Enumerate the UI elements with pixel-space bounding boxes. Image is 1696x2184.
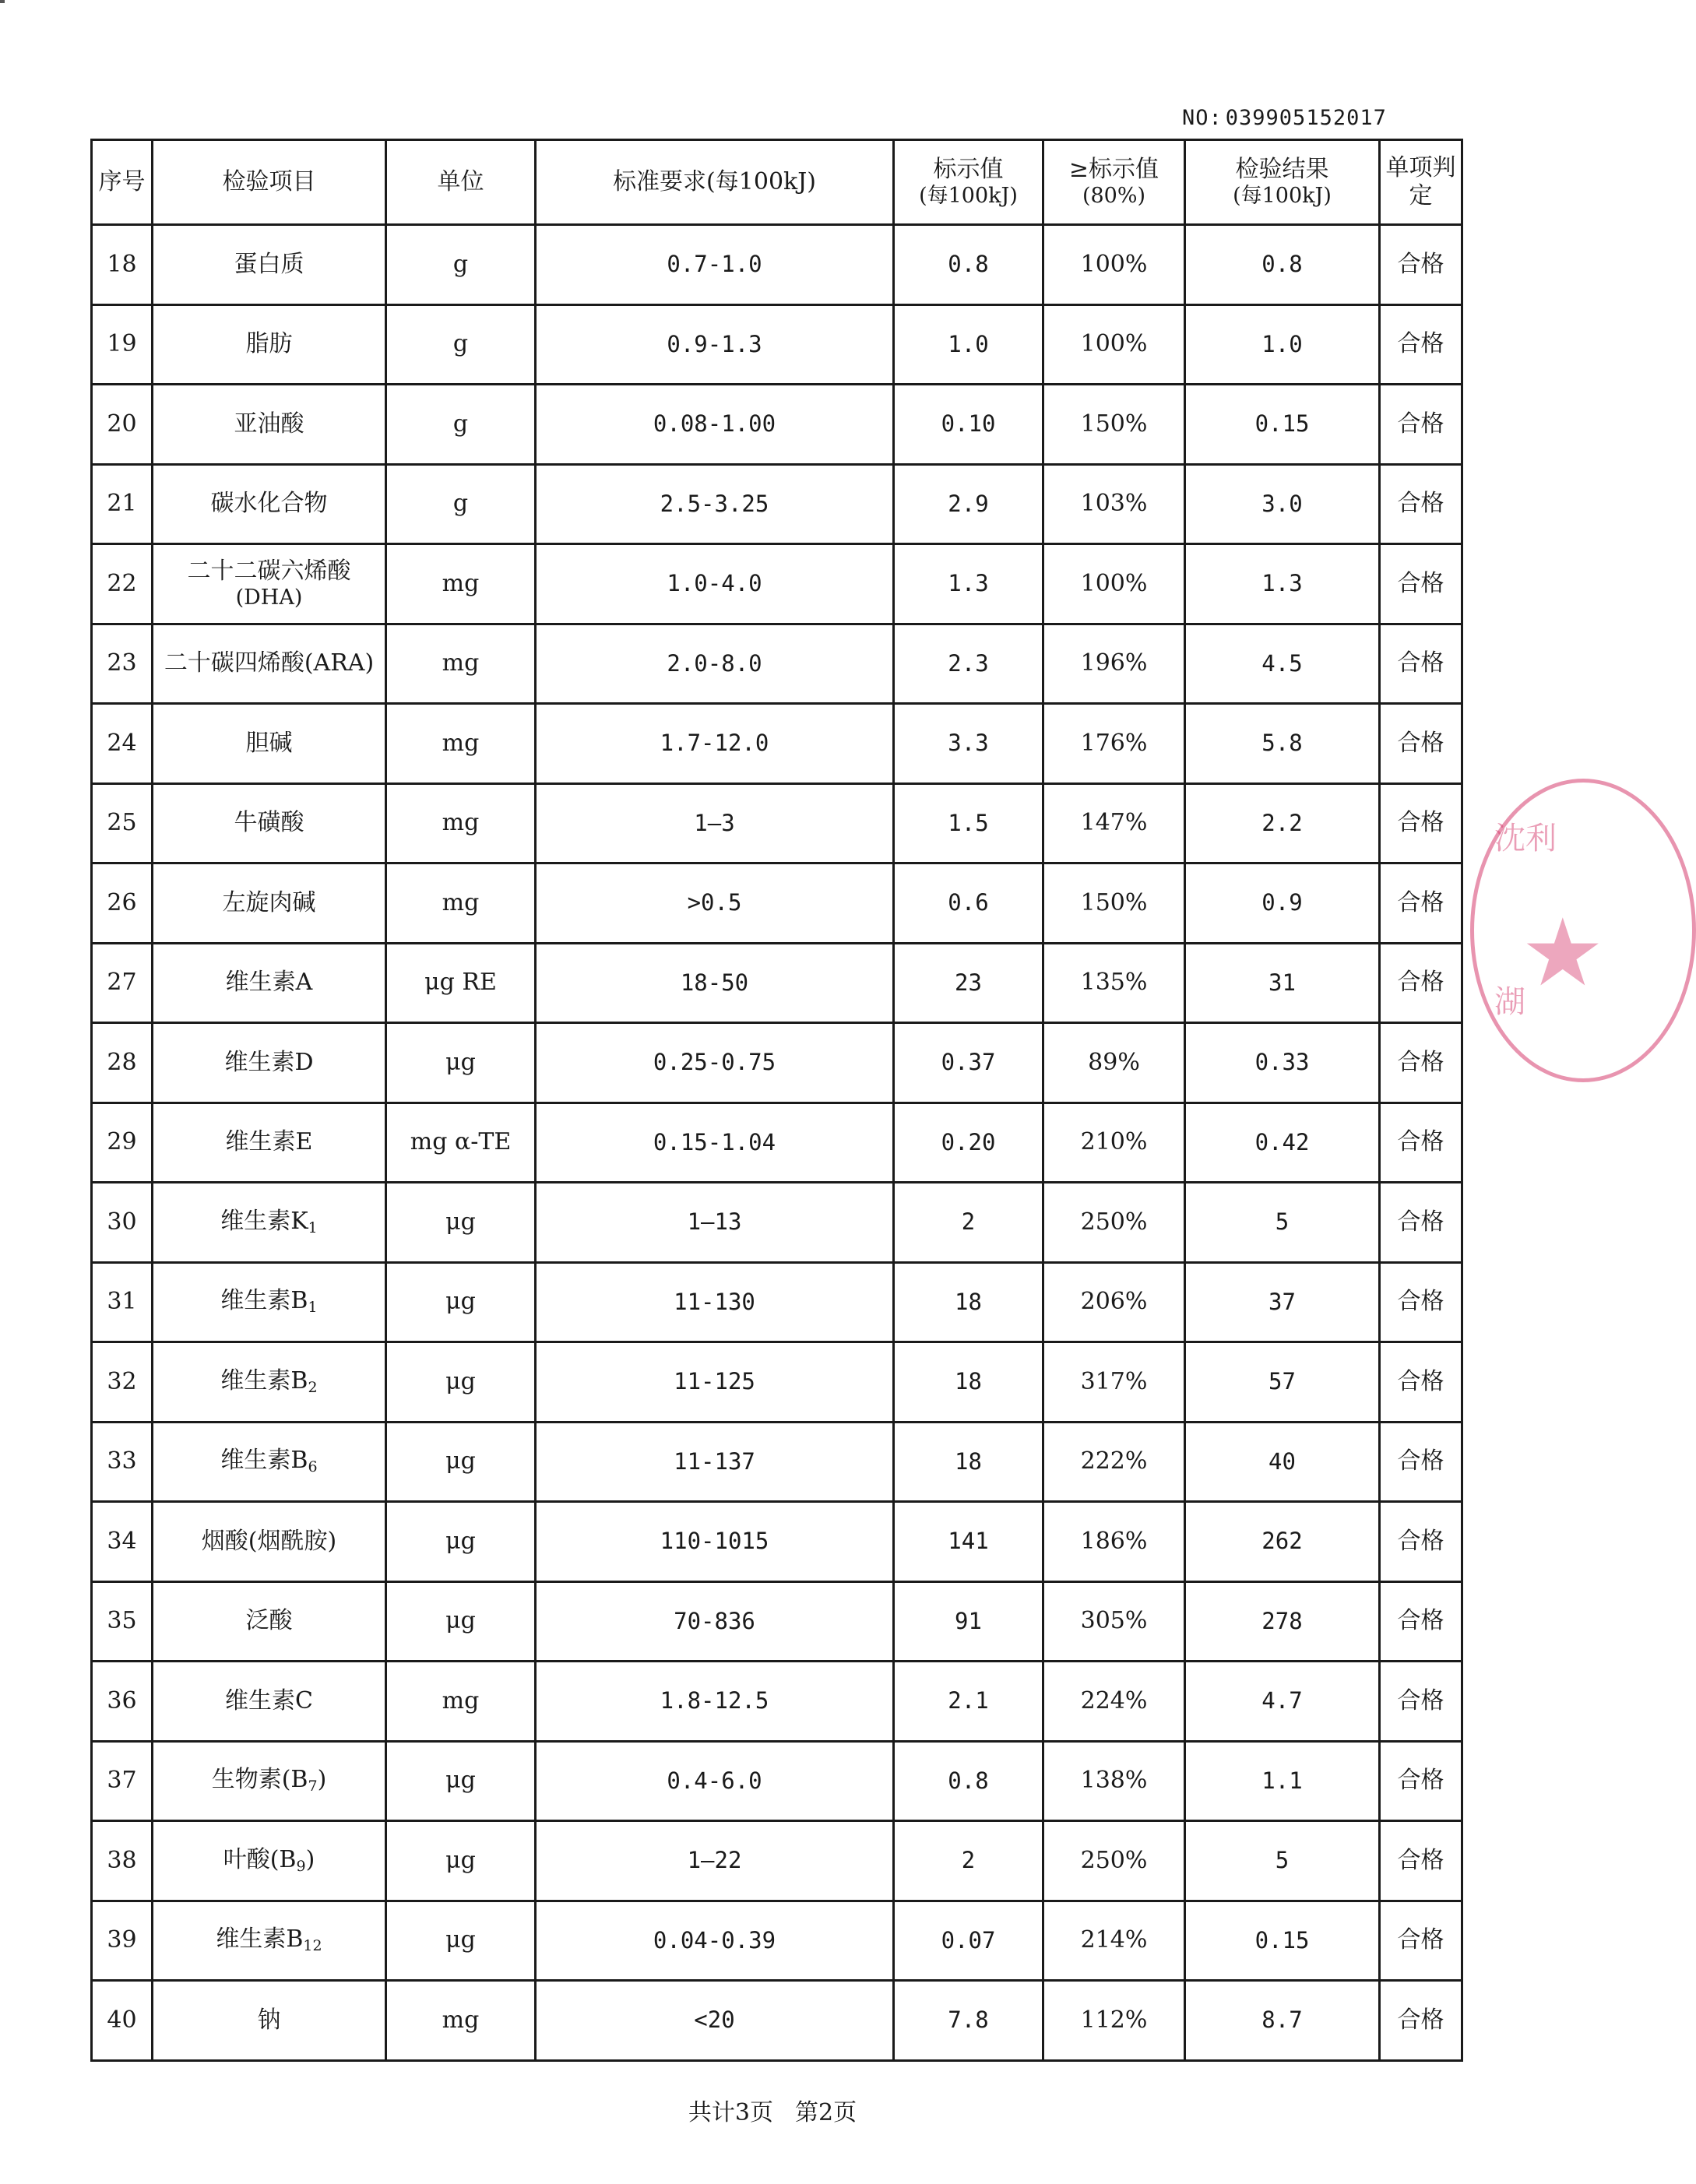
- item-subscript: 2: [308, 1378, 318, 1396]
- cell-labeled-value: 3.3: [894, 704, 1043, 784]
- footer-page-number: 第2页: [795, 2099, 857, 2126]
- cell-item: [153, 863, 386, 944]
- cell-labeled-value: 0.8: [894, 225, 1043, 305]
- cell-result: 5: [1185, 1183, 1380, 1263]
- table-row: [92, 1502, 1462, 1582]
- seal-text-bottom: 湖: [1494, 984, 1525, 1020]
- cell-ratio: 250%: [1043, 1183, 1185, 1263]
- cell-ratio: 224%: [1043, 1662, 1185, 1742]
- table-row: [92, 225, 1462, 305]
- item-name-tail: ): [317, 1766, 327, 1794]
- cell-verdict: 合格: [1380, 1103, 1462, 1183]
- cell-requirement: >0.5: [536, 863, 894, 944]
- item-name: 维生素B: [220, 1447, 308, 1475]
- cell-requirement: 1.0-4.0: [536, 544, 894, 624]
- cell-requirement: 1.7-12.0: [536, 704, 894, 784]
- cell-labeled-value: 0.07: [894, 1901, 1043, 1981]
- item-name: 二十二碳六烯酸: [187, 557, 351, 585]
- cell-requirement: 1—22: [536, 1821, 894, 1901]
- cell-requirement: <20: [536, 1981, 894, 2061]
- cell-item: [153, 624, 386, 704]
- inspection-table: [90, 139, 1463, 2062]
- cell-no: 18: [92, 225, 153, 305]
- cell-no: 39: [92, 1901, 153, 1981]
- cell-no: 23: [92, 624, 153, 704]
- cell-no: 32: [92, 1342, 153, 1423]
- cell-ratio: 250%: [1043, 1821, 1185, 1901]
- cell-labeled-value: 2: [894, 1183, 1043, 1263]
- cell-item: [153, 1262, 386, 1342]
- cell-no: 24: [92, 704, 153, 784]
- cell-labeled-value: 2.3: [894, 624, 1043, 704]
- cell-ratio: 210%: [1043, 1103, 1185, 1183]
- table-row: [92, 1901, 1462, 1981]
- cell-requirement: 1.8-12.5: [536, 1662, 894, 1742]
- cell-result: 1.0: [1185, 304, 1380, 385]
- header-item: 检验项目: [153, 140, 386, 225]
- cell-item: [153, 304, 386, 385]
- cell-ratio: 147%: [1043, 783, 1185, 863]
- cell-unit: μg: [386, 1183, 536, 1263]
- cell-unit: mg: [386, 704, 536, 784]
- cell-requirement: 0.4-6.0: [536, 1741, 894, 1821]
- cell-unit: μg: [386, 1342, 536, 1423]
- item-name: 二十碳四烯酸(ARA): [164, 649, 375, 677]
- cell-ratio: 186%: [1043, 1502, 1185, 1582]
- item-name: 碳水化合物: [210, 490, 328, 518]
- cell-result: 0.33: [1185, 1023, 1380, 1103]
- item-name: 脂肪: [245, 330, 293, 358]
- item-name: 左旋肉碱: [222, 888, 316, 916]
- cell-unit: μg: [386, 1502, 536, 1582]
- cell-verdict: 合格: [1380, 943, 1462, 1023]
- cell-ratio: 138%: [1043, 1741, 1185, 1821]
- cell-ratio: 135%: [1043, 943, 1185, 1023]
- cell-result: 4.5: [1185, 624, 1380, 704]
- cell-no: 29: [92, 1103, 153, 1183]
- item-name: 维生素B: [216, 1926, 304, 1954]
- cell-requirement: 2.0-8.0: [536, 624, 894, 704]
- cell-item: [153, 1103, 386, 1183]
- cell-requirement: 0.08-1.00: [536, 385, 894, 465]
- cell-requirement: 18-50: [536, 943, 894, 1023]
- table-row: [92, 1103, 1462, 1183]
- table-row: [92, 1741, 1462, 1821]
- table-row: [92, 1422, 1462, 1502]
- cell-labeled-value: 18: [894, 1422, 1043, 1502]
- cell-verdict: 合格: [1380, 863, 1462, 944]
- cell-unit: mg: [386, 863, 536, 944]
- cell-item: [153, 1662, 386, 1742]
- cell-unit: g: [386, 464, 536, 544]
- cell-unit: mg: [386, 624, 536, 704]
- cell-requirement: 0.9-1.3: [536, 304, 894, 385]
- table-row: [92, 544, 1462, 624]
- cell-no: 36: [92, 1662, 153, 1742]
- cell-result: 3.0: [1185, 464, 1380, 544]
- cell-item: [153, 1581, 386, 1662]
- cell-labeled-value: 2.9: [894, 464, 1043, 544]
- cell-unit: μg: [386, 1821, 536, 1901]
- cell-labeled-value: 1.3: [894, 544, 1043, 624]
- cell-unit: mg: [386, 1981, 536, 2061]
- table-row: [92, 1262, 1462, 1342]
- item-subscript: 7: [308, 1778, 318, 1795]
- cell-no: 33: [92, 1422, 153, 1502]
- cell-item: [153, 1342, 386, 1423]
- item-name: 亚油酸: [234, 410, 304, 438]
- cell-labeled-value: 2: [894, 1821, 1043, 1901]
- item-name: 钠: [257, 2006, 281, 2034]
- table-row: [92, 385, 1462, 465]
- cell-verdict: 合格: [1380, 1662, 1462, 1742]
- header-ratio: ≥标示值 (80%): [1043, 140, 1185, 225]
- table-row: [92, 783, 1462, 863]
- header-requirement: 标准要求(每100kJ): [536, 140, 894, 225]
- item-name: 维生素B: [220, 1287, 308, 1315]
- header-verdict: 单项判定: [1380, 140, 1462, 225]
- cell-result: 262: [1185, 1502, 1380, 1582]
- item-name: 生物素(B: [211, 1766, 308, 1794]
- cell-unit: g: [386, 304, 536, 385]
- cell-unit: mg α-TE: [386, 1103, 536, 1183]
- cell-unit: g: [386, 225, 536, 305]
- table-row: [92, 464, 1462, 544]
- cell-verdict: 合格: [1380, 1741, 1462, 1821]
- cell-unit: μg: [386, 1023, 536, 1103]
- cell-verdict: 合格: [1380, 1502, 1462, 1582]
- item-subscript: 1: [308, 1299, 318, 1317]
- cell-ratio: 103%: [1043, 464, 1185, 544]
- item-name: 维生素B: [220, 1366, 308, 1394]
- cell-item: [153, 1821, 386, 1901]
- cell-result: 40: [1185, 1422, 1380, 1502]
- document-number-label: NO:: [1182, 106, 1223, 130]
- cell-no: 37: [92, 1741, 153, 1821]
- cell-verdict: 合格: [1380, 1821, 1462, 1901]
- table-header-row: [92, 140, 1462, 225]
- cell-verdict: 合格: [1380, 1342, 1462, 1423]
- cell-no: 27: [92, 943, 153, 1023]
- table-row: [92, 943, 1462, 1023]
- cell-unit: μg: [386, 1741, 536, 1821]
- cell-unit: mg: [386, 1662, 536, 1742]
- cell-verdict: 合格: [1380, 1183, 1462, 1263]
- cell-labeled-value: 1.5: [894, 783, 1043, 863]
- cell-requirement: 0.15-1.04: [536, 1103, 894, 1183]
- cell-requirement: 0.7-1.0: [536, 225, 894, 305]
- cell-result: 4.7: [1185, 1662, 1380, 1742]
- cell-labeled-value: 141: [894, 1502, 1043, 1582]
- item-subscript: 1: [308, 1219, 318, 1236]
- cell-unit: μg RE: [386, 943, 536, 1023]
- cell-ratio: 100%: [1043, 304, 1185, 385]
- cell-verdict: 合格: [1380, 1262, 1462, 1342]
- table-body: [92, 225, 1462, 2061]
- footer-total-pages: 共计3页: [688, 2099, 773, 2126]
- cell-requirement: 1—13: [536, 1183, 894, 1263]
- cell-labeled-value: 18: [894, 1262, 1043, 1342]
- cell-unit: g: [386, 385, 536, 465]
- cell-unit: mg: [386, 783, 536, 863]
- cell-requirement: 0.25-0.75: [536, 1023, 894, 1103]
- cell-ratio: 305%: [1043, 1581, 1185, 1662]
- cell-labeled-value: 2.1: [894, 1662, 1043, 1742]
- cell-item: [153, 1502, 386, 1582]
- cell-verdict: 合格: [1380, 624, 1462, 704]
- cell-item: [153, 385, 386, 465]
- cell-requirement: 2.5-3.25: [536, 464, 894, 544]
- cell-verdict: 合格: [1380, 1981, 1462, 2061]
- cell-result: 31: [1185, 943, 1380, 1023]
- cell-verdict: 合格: [1380, 544, 1462, 624]
- cell-requirement: 1—3: [536, 783, 894, 863]
- cell-item: [153, 704, 386, 784]
- item-subscript: 6: [308, 1458, 318, 1476]
- item-name: 维生素E: [225, 1128, 313, 1156]
- cell-item: [153, 1183, 386, 1263]
- cell-item: [153, 1422, 386, 1502]
- scan-corner-mark: [0, 0, 5, 3]
- cell-result: 0.15: [1185, 385, 1380, 465]
- table-row: [92, 304, 1462, 385]
- cell-ratio: 150%: [1043, 385, 1185, 465]
- cell-verdict: 合格: [1380, 464, 1462, 544]
- cell-result: 0.42: [1185, 1103, 1380, 1183]
- cell-unit: μg: [386, 1901, 536, 1981]
- cell-verdict: 合格: [1380, 1901, 1462, 1981]
- cell-verdict: 合格: [1380, 1581, 1462, 1662]
- cell-requirement: 110-1015: [536, 1502, 894, 1582]
- cell-labeled-value: 91: [894, 1581, 1043, 1662]
- cell-unit: μg: [386, 1581, 536, 1662]
- table-row: [92, 1662, 1462, 1742]
- cell-ratio: 176%: [1043, 704, 1185, 784]
- cell-no: 34: [92, 1502, 153, 1582]
- cell-verdict: 合格: [1380, 225, 1462, 305]
- cell-result: 278: [1185, 1581, 1380, 1662]
- cell-no: 25: [92, 783, 153, 863]
- item-name: 烟酸(烟酰胺): [201, 1527, 337, 1555]
- header-labeled-value: 标示值 (每100kJ): [894, 140, 1043, 225]
- cell-labeled-value: 18: [894, 1342, 1043, 1423]
- cell-verdict: 合格: [1380, 385, 1462, 465]
- cell-requirement: 11-130: [536, 1262, 894, 1342]
- cell-labeled-value: 23: [894, 943, 1043, 1023]
- cell-no: 40: [92, 1981, 153, 2061]
- item-name: 叶酸(B: [223, 1845, 297, 1873]
- cell-item: [153, 1901, 386, 1981]
- document-number: [1182, 106, 1387, 130]
- cell-item: [153, 225, 386, 305]
- cell-ratio: 222%: [1043, 1422, 1185, 1502]
- item-subscript: 9: [296, 1857, 306, 1875]
- cell-ratio: 206%: [1043, 1262, 1185, 1342]
- table-row: [92, 1342, 1462, 1423]
- cell-ratio: 100%: [1043, 544, 1185, 624]
- cell-verdict: 合格: [1380, 304, 1462, 385]
- cell-labeled-value: 0.20: [894, 1103, 1043, 1183]
- cell-no: 21: [92, 464, 153, 544]
- item-name: 维生素D: [224, 1048, 314, 1076]
- cell-item: [153, 783, 386, 863]
- cell-labeled-value: 0.6: [894, 863, 1043, 944]
- cell-unit: μg: [386, 1262, 536, 1342]
- cell-ratio: 150%: [1043, 863, 1185, 944]
- cell-no: 38: [92, 1821, 153, 1901]
- cell-no: 22: [92, 544, 153, 624]
- cell-no: 20: [92, 385, 153, 465]
- cell-ratio: 196%: [1043, 624, 1185, 704]
- header-no: 序号: [92, 140, 153, 225]
- cell-requirement: 0.04-0.39: [536, 1901, 894, 1981]
- cell-verdict: 合格: [1380, 704, 1462, 784]
- item-name: 蛋白质: [234, 250, 304, 278]
- cell-requirement: 11-125: [536, 1342, 894, 1423]
- cell-no: 35: [92, 1581, 153, 1662]
- cell-result: 5: [1185, 1821, 1380, 1901]
- item-name: 泛酸: [245, 1607, 293, 1635]
- table-row: [92, 1023, 1462, 1103]
- item-name: 维生素K: [220, 1207, 308, 1235]
- cell-verdict: 合格: [1380, 1422, 1462, 1502]
- cell-item: [153, 464, 386, 544]
- cell-verdict: 合格: [1380, 1023, 1462, 1103]
- cell-labeled-value: 0.10: [894, 385, 1043, 465]
- item-name-second-line: (DHA): [235, 585, 303, 610]
- cell-labeled-value: 0.8: [894, 1741, 1043, 1821]
- cell-ratio: 100%: [1043, 225, 1185, 305]
- cell-unit: mg: [386, 544, 536, 624]
- cell-no: 26: [92, 863, 153, 944]
- official-seal-stamp: [1470, 779, 1696, 1082]
- cell-no: 28: [92, 1023, 153, 1103]
- header-unit: 单位: [386, 140, 536, 225]
- cell-ratio: 89%: [1043, 1023, 1185, 1103]
- table-row: [92, 1581, 1462, 1662]
- cell-ratio: 214%: [1043, 1901, 1185, 1981]
- cell-item: [153, 1023, 386, 1103]
- cell-result: 0.9: [1185, 863, 1380, 944]
- cell-result: 5.8: [1185, 704, 1380, 784]
- header-result: 检验结果 (每100kJ): [1185, 140, 1380, 225]
- item-name: 胆碱: [245, 729, 293, 757]
- page-footer: [0, 2093, 1545, 2127]
- cell-ratio: 112%: [1043, 1981, 1185, 2061]
- cell-requirement: 11-137: [536, 1422, 894, 1502]
- table-row: [92, 704, 1462, 784]
- item-name: 牛磺酸: [234, 809, 304, 837]
- cell-item: [153, 1741, 386, 1821]
- cell-labeled-value: 0.37: [894, 1023, 1043, 1103]
- cell-result: 1.1: [1185, 1741, 1380, 1821]
- cell-requirement: 70-836: [536, 1581, 894, 1662]
- cell-result: 37: [1185, 1262, 1380, 1342]
- cell-result: 0.8: [1185, 225, 1380, 305]
- cell-result: 0.15: [1185, 1901, 1380, 1981]
- table-row: [92, 624, 1462, 704]
- cell-result: 1.3: [1185, 544, 1380, 624]
- table-row: [92, 1981, 1462, 2061]
- cell-result: 8.7: [1185, 1981, 1380, 2061]
- cell-no: 31: [92, 1262, 153, 1342]
- cell-item: [153, 544, 386, 624]
- item-name: 维生素A: [225, 969, 313, 997]
- cell-item: [153, 1981, 386, 2061]
- table-row: [92, 863, 1462, 944]
- cell-unit: μg: [386, 1422, 536, 1502]
- table-row: [92, 1821, 1462, 1901]
- item-subscript: 12: [303, 1937, 322, 1955]
- cell-verdict: 合格: [1380, 783, 1462, 863]
- cell-labeled-value: 1.0: [894, 304, 1043, 385]
- seal-text-top: 沈利: [1494, 821, 1557, 856]
- cell-item: [153, 943, 386, 1023]
- cell-no: 19: [92, 304, 153, 385]
- table-row: [92, 1183, 1462, 1263]
- cell-result: 57: [1185, 1342, 1380, 1423]
- cell-ratio: 317%: [1043, 1342, 1185, 1423]
- item-name-tail: ): [305, 1845, 315, 1873]
- cell-labeled-value: 7.8: [894, 1981, 1043, 2061]
- cell-result: 2.2: [1185, 783, 1380, 863]
- document-number-value: 039905152017: [1225, 106, 1387, 130]
- cell-no: 30: [92, 1183, 153, 1263]
- item-name: 维生素C: [225, 1686, 313, 1714]
- seal-star-icon: ★: [1521, 899, 1605, 1008]
